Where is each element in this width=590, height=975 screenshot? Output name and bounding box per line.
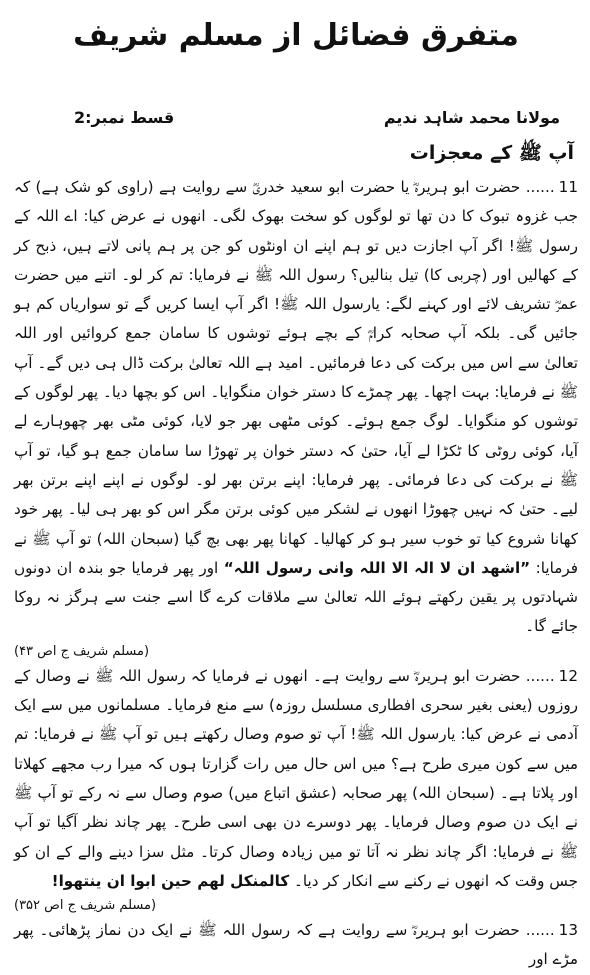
page-title: متفرق فضائل از مسلم شریف [73,18,519,53]
paragraph-number: 13 [558,921,578,940]
paragraph-text: ...... حضرت ابو ہریرہؓ سے روایت ہے کہ رسول اللہ ﷺ نے ایک دن نماز پڑھائی۔ پھر مڑے اور [14,921,578,969]
paragraph-text: ...... حضرت ابو ہریرہؓ سے روایت ہے۔ انھوں نے فرمایا کہ رسول اللہ ﷺ نے وصال کے روزوں (یعنی بغیر سحری افطاری مسلسل روزہ) سے منع فرمایا۔ مسلمانوں میں سے ایک آدمی نے عرض کیا: یارسول اللہ ﷺ! آپ تو صوم وصال رکھتے ہیں تو آپ ﷺ نے فرمایا: تم میں سے کون میری طرح ہے؟ میں اس حال میں رات گزارتا ہوں کہ میرا رب مجھے کھلاتا اور پلاتا ہے۔ (سبحان اللہ) پھر صحابہ (عشق اتباع میں) صوم وصال سے نہ رکے تو آپ ﷺ نے ایک دن صوم وصال فرمایا۔ پھر دوسرے دن بھی اسی طرح۔ پھر چاند نظر آگیا تو آپ ﷺ نے فرمایا: اگر چاند نظر نہ آتا تو میں زیادہ وصال کرتا۔ مثل سزا دینے والے کے ان کو جس وقت کہ انھوں نے رکنے سے انکار کر دیا۔ [14,666,578,890]
hadith-paragraph-13 [14,916,578,975]
author-name: مولانا محمد شاہد ندیم [383,108,560,127]
installment-label: قسط نمبر:2 [74,108,175,127]
article-body [14,173,578,975]
paragraph-number: 12 [558,666,578,685]
paragraph-text-after: اور پھر فرمایا جو بندہ ان دونوں شہادتوں پر یقین رکھتے ہوئے اللہ تعالیٰ سے ملاقات کرے گا اسے جنت سے ہرگز نہ روکا جائے گا۔ [14,558,578,636]
paragraph-reference: (مسلم شریف ج اص ۳۵۲) [14,898,157,914]
paragraph-emphasis: ”اشھد ان لا الہ الا اللہ وانی رسول اللہ“ [223,558,531,577]
hadith-paragraph-11 [14,173,578,642]
paragraph-text: ...... حضرت ابو ہریرہؓ یا حضرت ابو سعید خدریؓ سے روایت ہے (راوی کو شک ہے) کہ جب غزوہ تبوک کا دن تھا تو لوگوں کو سخت بھوک لگی۔ انھوں نے عرض کیا: اے اللہ کے رسول ﷺ! اگر آپ اجازت دیں تو ہم اپنے ان اونٹوں کو جن پر ہم پانی لاتے ہیں، ذبح کر کے کھالیں اور (چربی کا) تیل بنالیں؟ رسول اللہ ﷺ نے فرمایا: تم کر لو۔ اتنے میں حضرت عمرؓ تشریف لائے اور کہنے لگے: یارسول اللہ ﷺ! اگر آپ ایسا کریں گے تو سواریاں کم ہو جائیں گی۔ بلکہ آپ صحابہ کرامؓ کے بچے ہوئے توشوں کا سامان جمع کروائیں اور اللہ تعالیٰ سے اس میں برکت کی دعا فرمائیں۔ امید ہے اللہ تعالیٰ برکت ڈال ہی دیں گے۔ آپ ﷺ نے فرمایا: بہت اچھا۔ پھر چمڑے کا دستر خوان منگوایا۔ اس کو بچھا دیا۔ پھر لوگوں کے توشوں کو منگوایا۔ لوگ جمع ہوئے۔ کوئی مٹھی بھر جو لایا، کوئی مٹی بھر چھوہارے لے آیا، کوئی روٹی کا ٹکڑا لے آیا، حتیٰ کہ دستر خوان پر تھوڑا سا سامان جمع ہو گیا، تو آپ ﷺ نے برکت کی دعا فرمائی۔ پھر فرمایا: اپنے برتن بھر لو۔ لوگوں نے اپنے اپنے برتن بھر لیے۔ حتیٰ کہ نہیں چھوڑا انھوں نے لشکر میں کوئی برتن مگر اس کو بھر ہی لیا۔ پھر خود کھانا شروع کیا تو خوب سیر ہو کر کھالیا۔ کھانا پھر بھی بچ گیا (سبحان اللہ) تو آپ ﷺ نے فرمایا: [14,178,578,577]
article-meta [14,108,578,127]
section-heading: آپ ﷺ کے معجزات [409,142,574,164]
paragraph-reference: (مسلم شریف ج اص ۴۳) [14,643,150,659]
paragraph-emphasis: کالمنکل لھم حین ابوا ان ینتھوا! [51,871,290,890]
paragraph-number: 11 [558,178,578,196]
hadith-paragraph-12 [14,662,578,896]
